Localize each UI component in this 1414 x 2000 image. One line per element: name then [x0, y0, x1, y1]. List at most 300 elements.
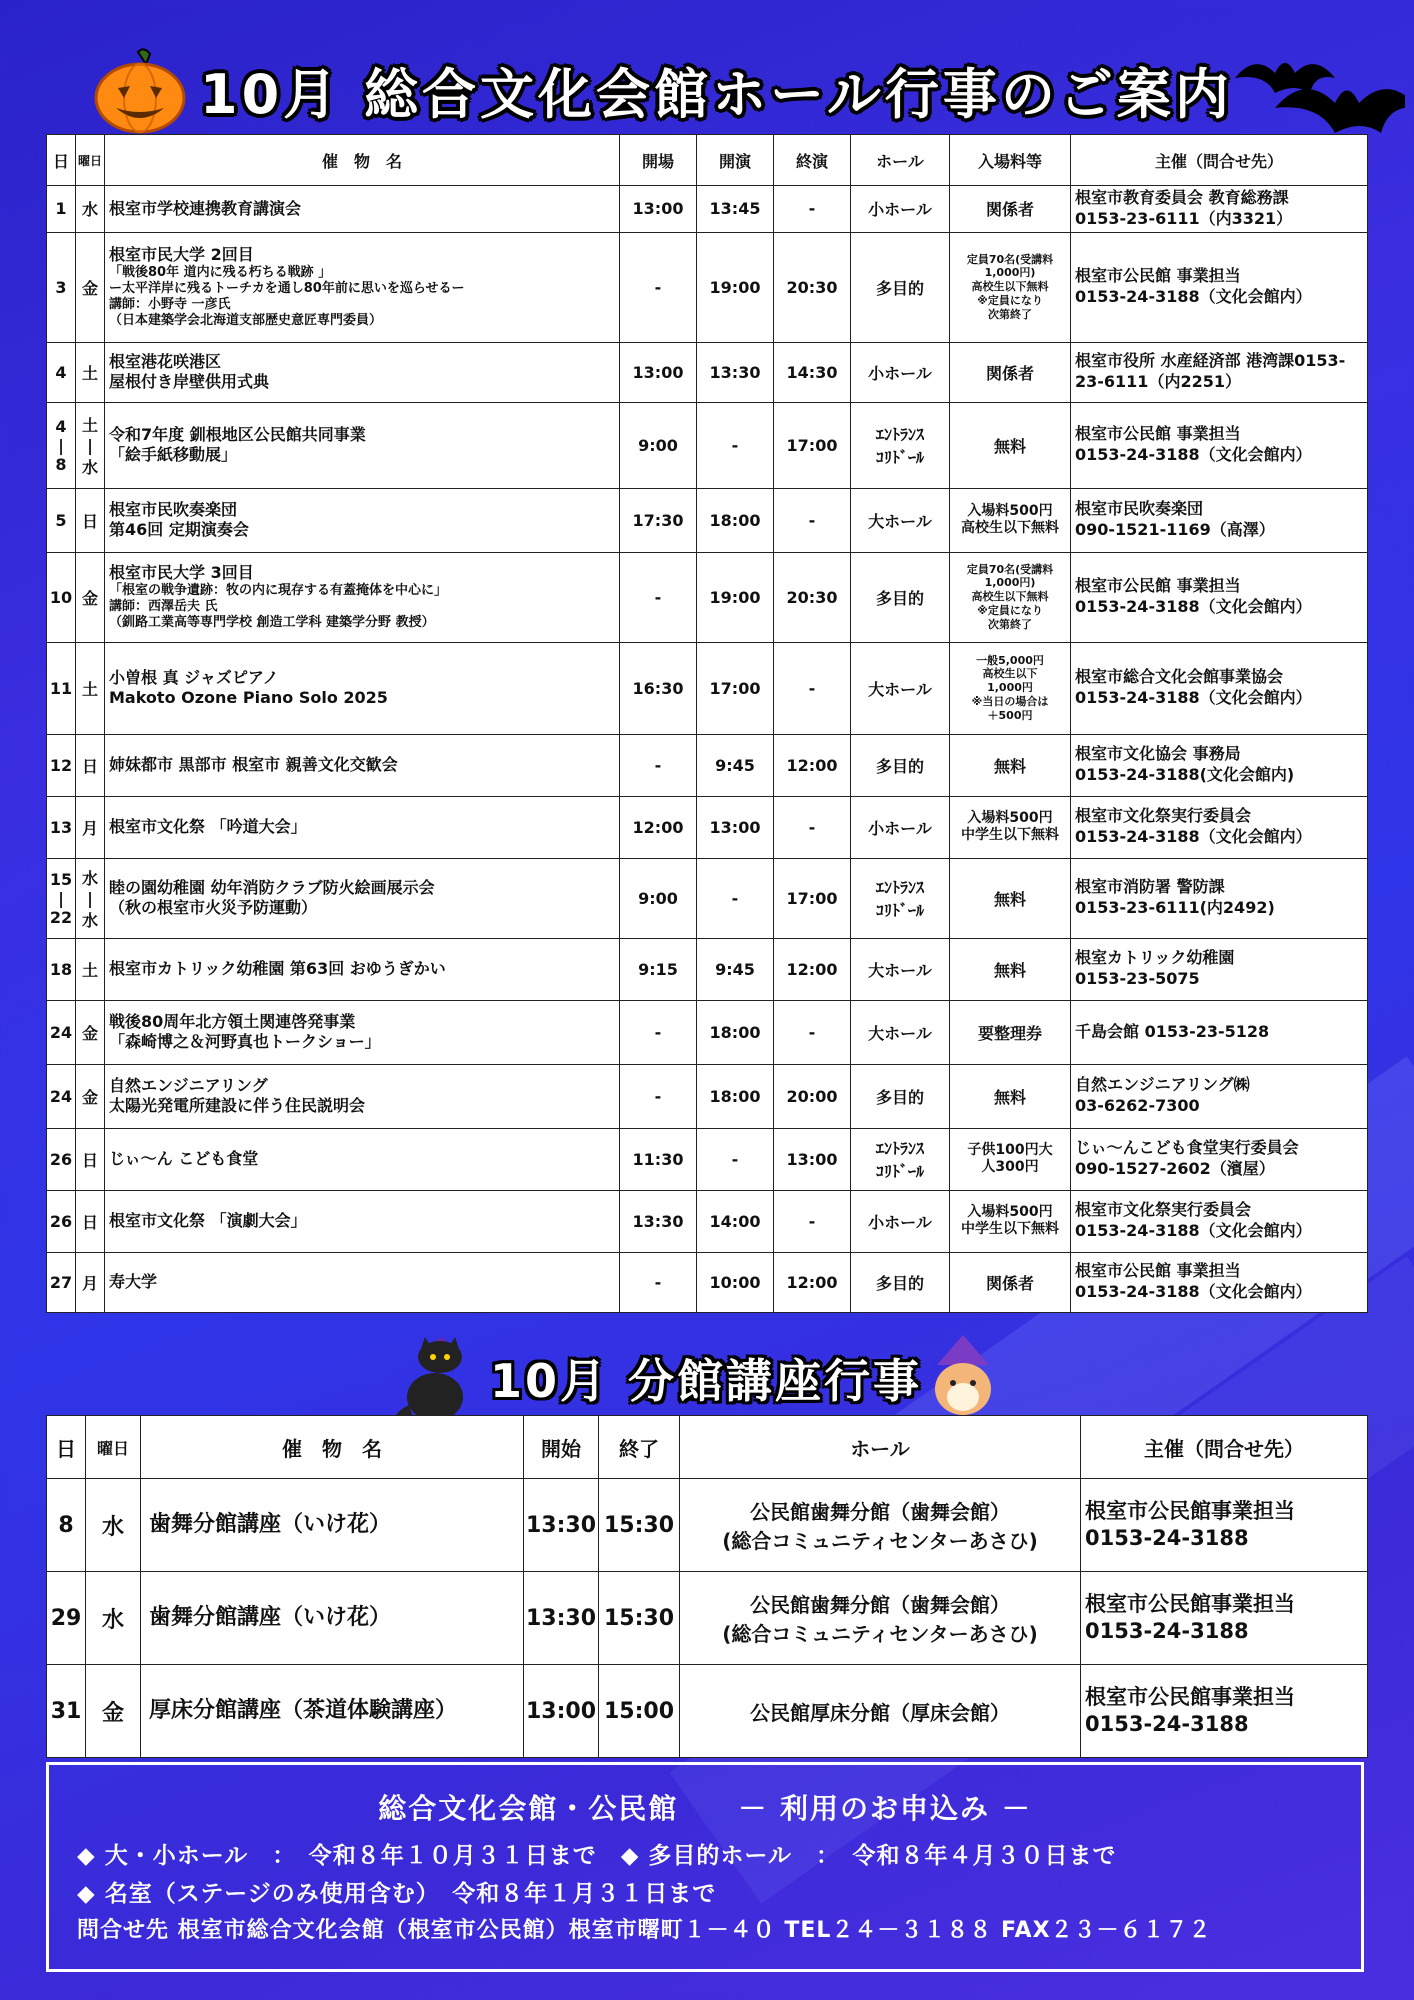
end-time-cell: 20:30 [774, 552, 851, 642]
fee-cell-line: 無料 [993, 889, 1026, 909]
host-cell-line: 090-1527-2602（濱屋） [1075, 1159, 1275, 1179]
weekday-part: 水 [81, 910, 98, 930]
event-cell-line: 「根室の戦争遺跡：牧の内に現存する有蓋掩体を中心に」 [109, 582, 448, 598]
event-cell [105, 1252, 620, 1312]
header-open: 開場 [620, 135, 697, 186]
weekday-cell [76, 402, 105, 488]
host-cell [1071, 858, 1368, 938]
event-cell-line: 第46回 定期演奏会 [109, 520, 249, 540]
weekday-cell: 日 [76, 488, 105, 552]
weekday-part: | [87, 435, 93, 455]
weekday-cell: 日 [76, 1190, 105, 1252]
host-cell [1071, 642, 1368, 734]
hall-cell-line: 小ホール [868, 1212, 932, 1232]
fee-cell [950, 552, 1071, 642]
header-hall: ホール [680, 1416, 1081, 1479]
event-cell-line: 「戦後80年 道内に残る朽ちる戦跡 」 [109, 264, 332, 280]
event-cell-line: 根室市文化祭 「演劇大会」 [109, 1211, 307, 1231]
weekday-cell: 日 [76, 734, 105, 796]
day-cell [47, 402, 76, 488]
host-cell-line: 0153-24-3188（文化会館内） [1075, 287, 1312, 307]
hall-cell [851, 938, 950, 1000]
fee-cell-line: 無料 [993, 756, 1026, 776]
header-event: 催 物 名 [141, 1416, 524, 1479]
hall-cell-line: 大ホール [868, 960, 932, 980]
hall-cell [851, 796, 950, 858]
host-cell [1081, 1665, 1368, 1758]
header-day: 日 [47, 135, 76, 186]
host-cell [1071, 1128, 1368, 1190]
fee-cell-line: 次第終了 [988, 617, 1032, 631]
weekday-cell: 金 [76, 1000, 105, 1064]
fee-cell [950, 938, 1071, 1000]
host-cell-line: 03-6262-7300 [1075, 1096, 1200, 1116]
day-part: 22 [49, 907, 73, 927]
host-cell-line: 0153-24-3188（文化会館内） [1075, 1221, 1312, 1241]
host-cell-line: 0153-24-3188（文化会館内） [1075, 827, 1312, 847]
start-time-cell: 13:00 [524, 1665, 599, 1758]
event-cell [105, 552, 620, 642]
weekday-cell: 金 [76, 232, 105, 342]
fee-cell-line: 無料 [993, 436, 1026, 456]
host-cell-line: 根室市文化協会 事務局 [1075, 744, 1241, 764]
hall-cell [680, 1665, 1081, 1758]
header-end: 終了 [599, 1416, 680, 1479]
start-time-cell: 13:30 [697, 342, 774, 402]
fee-cell-line: 高校生以下無料 [971, 280, 1049, 294]
end-time-cell: 12:00 [774, 938, 851, 1000]
hall-cell [851, 1128, 950, 1190]
day-cell: 24 [47, 1000, 76, 1064]
start-time-cell: 18:00 [697, 1000, 774, 1064]
hall-cell-line: 公民館歯舞分館（歯舞会館） [750, 1500, 1010, 1524]
host-cell-line: 0153-24-3188 [1085, 1712, 1249, 1736]
table-row [47, 938, 1368, 1000]
day-cell: 1 [47, 186, 76, 233]
start-time-cell: 10:00 [697, 1252, 774, 1312]
day-cell: 13 [47, 796, 76, 858]
day-part: 15 [49, 869, 73, 889]
fee-cell-line: 子供100円大 [967, 1141, 1053, 1158]
day-cell: 24 [47, 1064, 76, 1128]
table-row [47, 186, 1368, 233]
event-cell-line: 姉妹都市 黒部市 根室市 親善文化交歓会 [109, 755, 398, 775]
weekday-cell: 土 [76, 642, 105, 734]
host-cell-line: 0153-23-6111(内2492) [1075, 898, 1275, 918]
fee-cell [950, 1064, 1071, 1128]
hall-cell [851, 488, 950, 552]
event-cell-line: 太陽光発電所建設に伴う住民説明会 [109, 1096, 366, 1116]
host-cell-line: 0153-24-3188（文化会館内） [1075, 1282, 1312, 1302]
event-cell-line: 根室市民吹奏楽団 [109, 500, 238, 520]
end-time-cell: 17:00 [774, 858, 851, 938]
event-cell-line: 小曽根 真 ジャズピアノ [109, 668, 279, 688]
open-time-cell: 13:00 [620, 342, 697, 402]
header-hall: ホール [851, 135, 950, 186]
event-cell-line: 「絵手紙移動展」 [109, 445, 238, 465]
fee-cell-line: 一般5,000円 [976, 653, 1044, 667]
host-cell-line: 23-6111（内2251） [1075, 372, 1241, 392]
fee-cell-line: 中学生以下無料 [961, 1221, 1059, 1238]
header-host: 主催（問合せ先） [1081, 1416, 1368, 1479]
host-cell-line: 根室市公民館 事業担当 [1075, 266, 1241, 286]
start-time-cell: 13:30 [524, 1572, 599, 1665]
start-time-cell: 18:00 [697, 488, 774, 552]
table-row [47, 796, 1368, 858]
hall-cell [851, 642, 950, 734]
fee-cell-line: 関係者 [985, 1273, 1034, 1293]
start-time-cell: 19:00 [697, 232, 774, 342]
table-row [47, 642, 1368, 734]
fee-cell [950, 1190, 1071, 1252]
host-cell-line: 根室市教育委員会 教育総務課 [1075, 188, 1289, 207]
end-time-cell: 15:30 [599, 1479, 680, 1572]
weekday-cell: 水 [76, 186, 105, 233]
day-part: 4 [55, 416, 67, 436]
hall-cell [680, 1572, 1081, 1665]
host-cell-line: 根室市公民館事業担当 [1085, 1498, 1295, 1523]
event-cell-line: 根室市文化祭 「吟道大会」 [109, 817, 307, 837]
weekday-cell: 水 [86, 1572, 141, 1665]
header-weekday: 曜日 [76, 135, 105, 186]
event-cell [105, 402, 620, 488]
hall-cell-line: 小ホール [868, 818, 932, 838]
end-time-cell: - [774, 1190, 851, 1252]
end-time-cell: - [774, 796, 851, 858]
header-host: 主催（問合せ先） [1071, 135, 1368, 186]
hall-cell [851, 186, 950, 233]
host-cell-line: 自然エンジニアリング㈱ [1075, 1075, 1250, 1095]
start-time-cell: - [697, 858, 774, 938]
day-cell [47, 858, 76, 938]
end-time-cell: 15:00 [599, 1665, 680, 1758]
fee-cell [950, 734, 1071, 796]
event-cell-line: ー太平洋岸に残るトーチカを通し80年前に思いを巡らせるー [109, 280, 465, 296]
open-time-cell: 12:00 [620, 796, 697, 858]
day-cell: 3 [47, 232, 76, 342]
hall-cell [851, 734, 950, 796]
fee-cell [950, 642, 1071, 734]
hall-cell-line: 多目的 [875, 1273, 924, 1293]
weekday-cell [76, 858, 105, 938]
application-info-box [46, 1762, 1364, 1972]
fee-cell [950, 1128, 1071, 1190]
header-start: 開始 [524, 1416, 599, 1479]
fee-cell-line: 定員70名(受講料 [966, 562, 1054, 576]
weekday-cell: 日 [76, 1128, 105, 1190]
table-row [47, 1190, 1368, 1252]
event-cell-line: 根室市民大学 2回目 [109, 244, 254, 264]
fee-cell-line: 高校生以下 [982, 667, 1038, 681]
hall-cell-line: 多目的 [875, 588, 924, 608]
open-time-cell: 11:30 [620, 1128, 697, 1190]
open-time-cell: 9:00 [620, 858, 697, 938]
start-time-cell: 9:45 [697, 734, 774, 796]
host-cell-line: 根室市消防署 警防課 [1075, 877, 1225, 897]
fee-cell-line: 人300円 [981, 1159, 1039, 1176]
host-cell-line: 090-1521-1169（高澤） [1075, 520, 1275, 540]
fee-cell [950, 1000, 1071, 1064]
info-contact: 問合せ先 根室市総合文化会館（根室市公民館）根室市曙町１－４０ TEL２４－３１８８ FAX２３－６１７２ [77, 1918, 1212, 1943]
start-time-cell: 13:00 [697, 796, 774, 858]
header-end: 終演 [774, 135, 851, 186]
day-cell: 26 [47, 1128, 76, 1190]
host-cell-line: 0153-24-3188（文化会館内） [1075, 445, 1312, 465]
header-event: 催 物 名 [105, 135, 620, 186]
day-cell: 12 [47, 734, 76, 796]
start-time-cell: 9:45 [697, 938, 774, 1000]
event-cell [105, 938, 620, 1000]
host-cell-line: 根室市公民館事業担当 [1085, 1684, 1295, 1709]
event-cell: 歯舞分館講座（いけ花） [141, 1479, 524, 1572]
fee-cell-line: 入場料500円 [967, 809, 1053, 826]
day-part: 8 [55, 454, 67, 474]
hall-cell [851, 1252, 950, 1312]
host-cell [1071, 232, 1368, 342]
end-time-cell: - [774, 186, 851, 233]
hall-cell-line: ｺﾘﾄﾞｰﾙ [875, 1162, 924, 1182]
host-cell-line: 根室市公民館 事業担当 [1075, 1261, 1241, 1281]
event-cell-line: （秋の根室市火災予防運動） [109, 898, 318, 918]
event-cell [105, 488, 620, 552]
open-time-cell: 9:00 [620, 402, 697, 488]
info-room-deadline: ◆ 名室（ステージのみ使用含む） 令和８年１月３１日まで [77, 1881, 717, 1907]
fee-cell [950, 858, 1071, 938]
hall-cell-line: ｴﾝﾄﾗﾝｽ [875, 425, 924, 445]
weekday-cell: 金 [76, 552, 105, 642]
table-row [47, 1665, 1368, 1758]
table-row [47, 552, 1368, 642]
event-cell [105, 186, 620, 233]
branch-header [0, 1335, 1414, 1415]
fee-cell-line: ※定員になり [977, 603, 1043, 617]
fee-cell-line: 定員70名(受講料 [966, 252, 1054, 266]
event-cell: 歯舞分館講座（いけ花） [141, 1572, 524, 1665]
event-cell-line: 屋根付き岸壁供用式典 [109, 372, 270, 392]
host-cell-line: 千島会館 0153-23-5128 [1075, 1021, 1270, 1041]
start-time-cell: 13:45 [697, 186, 774, 233]
fee-cell-line: ※当日の場合は [971, 694, 1049, 708]
hall-cell-line: 公民館歯舞分館（歯舞会館） [750, 1593, 1010, 1617]
day-cell: 18 [47, 938, 76, 1000]
event-cell-line: 講師：西澤岳夫 氏 [109, 598, 218, 614]
fee-cell [950, 402, 1071, 488]
main-header [0, 38, 1414, 133]
fee-cell-line: 関係者 [985, 200, 1034, 220]
weekday-part: | [87, 888, 93, 908]
event-cell-line: （釧路工業高等専門学校 創造工学科 建築学分野 教授） [109, 615, 435, 631]
host-cell-line: 0153-23-5075 [1075, 969, 1200, 989]
event-cell [105, 342, 620, 402]
host-cell-line: 0153-24-3188（文化会館内） [1075, 597, 1312, 617]
end-time-cell: - [774, 1000, 851, 1064]
start-time-cell: - [697, 1128, 774, 1190]
end-time-cell: 13:00 [774, 1128, 851, 1190]
open-time-cell: - [620, 1000, 697, 1064]
hall-cell-line: (総合コミュニティセンターあさひ) [722, 1622, 1038, 1646]
weekday-cell: 土 [76, 938, 105, 1000]
open-time-cell: 16:30 [620, 642, 697, 734]
table-row [47, 342, 1368, 402]
day-cell: 5 [47, 488, 76, 552]
start-time-cell: - [697, 402, 774, 488]
host-cell-line: 0153-24-3188 [1085, 1619, 1249, 1643]
host-cell [1071, 734, 1368, 796]
table-row [47, 232, 1368, 342]
table-row [47, 1128, 1368, 1190]
open-time-cell: - [620, 734, 697, 796]
host-cell [1071, 552, 1368, 642]
table-row [47, 858, 1368, 938]
fee-cell-line: 無料 [993, 1087, 1026, 1107]
fee-cell-line: ＋500円 [987, 708, 1033, 722]
fee-cell-line: 高校生以下無料 [961, 520, 1059, 537]
event-cell-line: 根室港花咲港区 [109, 352, 222, 372]
host-cell-line: 0153-24-3188（文化会館内） [1075, 688, 1312, 708]
event-cell-line: じぃ〜ん こども食堂 [109, 1149, 259, 1169]
host-cell [1071, 1252, 1368, 1312]
host-cell-line: 0153-24-3188(文化会館内) [1075, 765, 1295, 785]
end-time-cell: 14:30 [774, 342, 851, 402]
open-time-cell: - [620, 232, 697, 342]
host-cell [1071, 342, 1368, 402]
day-cell: 4 [47, 342, 76, 402]
weekday-cell: 金 [76, 1064, 105, 1128]
fee-cell-line: 中学生以下無料 [961, 827, 1059, 844]
open-time-cell: 9:15 [620, 938, 697, 1000]
hall-cell [851, 552, 950, 642]
header-fee: 入場料等 [950, 135, 1071, 186]
fee-cell-line: 高校生以下無料 [971, 590, 1049, 604]
hall-cell [851, 342, 950, 402]
host-cell-line: 根室市文化祭実行委員会 [1075, 1200, 1252, 1220]
end-time-cell: 20:30 [774, 232, 851, 342]
open-time-cell: 17:30 [620, 488, 697, 552]
event-cell [105, 642, 620, 734]
hall-cell-line: 小ホール [868, 363, 932, 383]
hall-cell-line: 多目的 [875, 1087, 924, 1107]
host-cell [1071, 402, 1368, 488]
day-cell: 26 [47, 1190, 76, 1252]
event-cell-line: 根室市民大学 3回目 [109, 562, 254, 582]
host-cell [1071, 1190, 1368, 1252]
weekday-part: 土 [81, 415, 98, 435]
weekday-cell: 月 [76, 1252, 105, 1312]
hall-cell [680, 1479, 1081, 1572]
host-cell [1071, 488, 1368, 552]
event-cell [105, 1190, 620, 1252]
fee-cell-line: 次第終了 [988, 307, 1032, 321]
fee-cell [950, 342, 1071, 402]
host-cell [1071, 1064, 1368, 1128]
hall-cell-line: 大ホール [868, 1023, 932, 1043]
end-time-cell: 12:00 [774, 1252, 851, 1312]
end-time-cell: 15:30 [599, 1572, 680, 1665]
day-cell: 8 [47, 1479, 86, 1572]
hall-cell-line: 公民館厚床分館（厚床会館） [750, 1700, 1010, 1725]
info-hall-deadline: ◆ 大・小ホール ： 令和８年１０月３１日まで ◆ 多目的ホール ： 令和８年４月３０日まで [77, 1843, 1117, 1869]
event-cell-line: 「森崎博之＆河野真也トークショー」 [109, 1032, 381, 1052]
fee-cell-line: 入場料500円 [967, 502, 1053, 519]
day-cell: 10 [47, 552, 76, 642]
event-cell-line: 根室市学校連携教育講演会 [109, 198, 302, 218]
branch-event-table [46, 1415, 1368, 1758]
open-time-cell: 13:00 [620, 186, 697, 233]
fee-cell-line: 無料 [993, 960, 1026, 980]
host-cell [1071, 186, 1368, 233]
end-time-cell: 12:00 [774, 734, 851, 796]
fee-cell-line: 入場料500円 [967, 1203, 1053, 1220]
event-cell-line: 寿大学 [109, 1272, 158, 1292]
event-cell [105, 796, 620, 858]
open-time-cell: 13:30 [620, 1190, 697, 1252]
start-time-cell: 14:00 [697, 1190, 774, 1252]
host-cell-line: 根室カトリック幼稚園 [1075, 948, 1235, 968]
host-cell-line: 根室市公民館事業担当 [1085, 1591, 1295, 1616]
hall-cell [851, 858, 950, 938]
event-cell-line: 戦後80周年北方領土関連啓発事業 [109, 1012, 356, 1032]
event-cell-line: 令和7年度 釧根地区公民館共同事業 [109, 425, 366, 445]
start-time-cell: 13:30 [524, 1479, 599, 1572]
open-time-cell: - [620, 552, 697, 642]
hall-cell-line: 大ホール [868, 679, 932, 699]
host-cell-line: 0153-23-6111（内3321） [1075, 208, 1293, 228]
hall-cell-line: 多目的 [875, 756, 924, 776]
weekday-part: 水 [81, 868, 98, 888]
event-cell: 厚床分館講座（茶道体験講座） [141, 1665, 524, 1758]
event-cell-line: 根室市カトリック幼稚園 第63回 おゆうぎかい [109, 959, 446, 979]
fee-cell-line: ※定員になり [977, 293, 1043, 307]
hall-cell-line: 小ホール [868, 200, 932, 220]
hall-cell-line: ｺﾘﾄﾞｰﾙ [875, 901, 924, 921]
cat-icon [385, 1335, 485, 1425]
table-header-row [47, 1416, 1368, 1479]
fee-cell [950, 1252, 1071, 1312]
hall-cell [851, 232, 950, 342]
end-time-cell: - [774, 488, 851, 552]
host-cell [1071, 938, 1368, 1000]
open-time-cell: - [620, 1064, 697, 1128]
weekday-cell: 金 [86, 1665, 141, 1758]
day-cell: 11 [47, 642, 76, 734]
day-cell: 31 [47, 1665, 86, 1758]
end-time-cell: - [774, 642, 851, 734]
end-time-cell: 20:00 [774, 1064, 851, 1128]
event-cell [105, 1000, 620, 1064]
table-row [47, 488, 1368, 552]
host-cell-line: 根室市公民館 事業担当 [1075, 576, 1241, 596]
hall-cell-line: 多目的 [875, 278, 924, 298]
host-cell-line: 根室市民吹奏楽団 [1075, 499, 1204, 519]
info-title: 総合文化会館・公民館 － 利用のお申込み － [378, 1792, 1032, 1825]
event-cell [105, 858, 620, 938]
header-weekday: 曜日 [86, 1416, 141, 1479]
host-cell [1071, 796, 1368, 858]
hall-cell [851, 1190, 950, 1252]
table-row [47, 1064, 1368, 1128]
table-row [47, 734, 1368, 796]
fee-cell [950, 186, 1071, 233]
event-cell-line: 講師：小野寺 一彦氏 [109, 297, 231, 313]
hall-cell-line: ｺﾘﾄﾞｰﾙ [875, 448, 924, 468]
event-cell-line: 自然エンジニアリング [109, 1076, 268, 1096]
end-time-cell: 17:00 [774, 402, 851, 488]
day-cell: 29 [47, 1572, 86, 1665]
event-cell [105, 734, 620, 796]
fee-cell-line: 1,000円) [984, 576, 1036, 590]
start-time-cell: 17:00 [697, 642, 774, 734]
event-cell-line: （日本建築学会北海道支部歴史意匠専門委員） [109, 313, 383, 329]
